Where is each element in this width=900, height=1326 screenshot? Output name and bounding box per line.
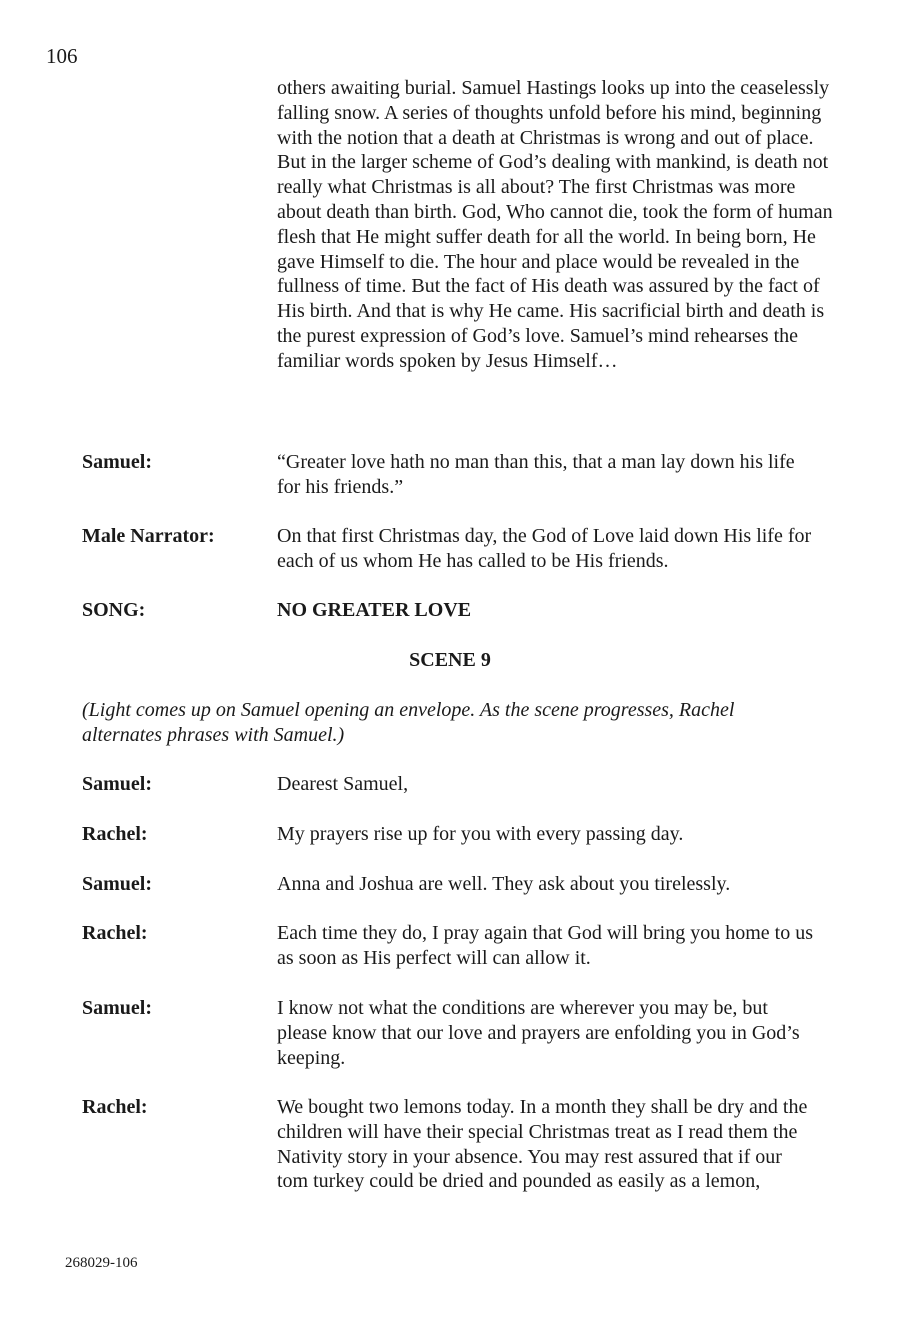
dialogue-line: My prayers rise up for you with every passing day.: [277, 823, 684, 845]
speaker-name: Samuel:: [82, 873, 152, 895]
narration-paragraph: others awaiting burial. Samuel Hastings looks up into the ceaselessly falling snow. A series of thoughts unfold before his mind, beginning with the notion that a death at Christmas is wrong and out of place. But in the larger scheme of God’s dealing with mankind, is death not really what Christmas is all about? The first Christmas was more about death than birth. God, Who cannot die, took the form of human flesh that He might suffer death for all the world. In being born, He gave Himself to die. The hour and place would be revealed in the fullness of time. But the fact of His death was assured by the fact of His birth. And that is why He came. His sacrificial birth and death is the purest expression of God’s love. Samuel’s mind rehearses the familiar words spoken by Jesus Himself…: [277, 77, 833, 372]
speaker-name: Rachel:: [82, 922, 148, 944]
speaker-name: Rachel:: [82, 823, 148, 845]
dialogue-line: “Greater love hath no man than this, that a man lay down his life for his friends.”: [277, 451, 795, 498]
dialogue-line: Anna and Joshua are well. They ask about you tirelessly.: [277, 873, 731, 895]
speaker-name: Rachel:: [82, 1096, 148, 1118]
dialogue-line: Dearest Samuel,: [277, 773, 409, 795]
speaker-name: Samuel:: [82, 773, 152, 795]
scene-heading: SCENE 9: [409, 649, 491, 671]
footer-code: 268029-106: [65, 1255, 138, 1271]
speaker-name: Male Narrator:: [82, 525, 215, 547]
dialogue-line: We bought two lemons today. In a month they shall be dry and the children will have their special Christmas treat as I read them the Nativity story in your absence. You may rest assured that if our tom turkey could be dried and pounded as easily as a lemon,: [277, 1096, 808, 1193]
speaker-name: Samuel:: [82, 451, 152, 473]
speaker-name: Samuel:: [82, 997, 152, 1019]
page-number: 106: [46, 44, 78, 68]
dialogue-line: Each time they do, I pray again that God will bring you home to us as soon as His perfect will can allow it.: [277, 922, 813, 969]
song-title: NO GREATER LOVE: [277, 599, 472, 621]
stage-direction: (Light comes up on Samuel opening an envelope. As the scene progresses, Rachel alternates phrases with Samuel.): [82, 699, 735, 746]
dialogue-line: I know not what the conditions are wherever you may be, but please know that our love and prayers are enfolding you in God’s keeping.: [277, 997, 800, 1069]
dialogue-line: On that first Christmas day, the God of Love laid down His life for each of us whom He has called to be His friends.: [277, 525, 812, 572]
song-label: SONG:: [82, 599, 146, 621]
